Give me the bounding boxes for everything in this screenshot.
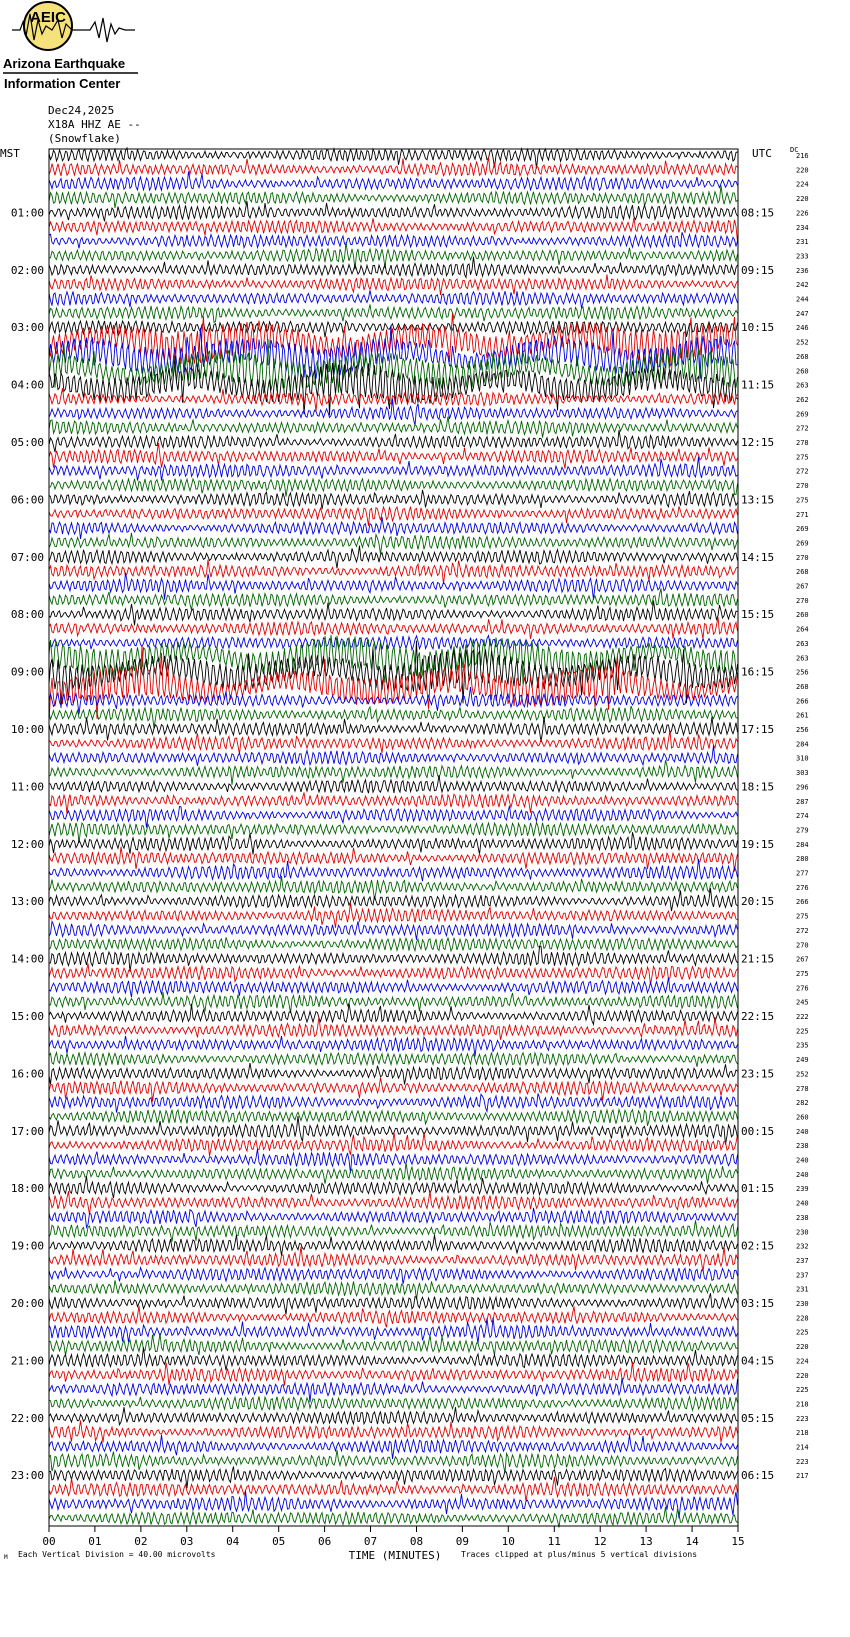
trace-row (49, 859, 738, 881)
trace-row (49, 1235, 738, 1256)
mst-hour-label: 09:00 (10, 665, 44, 679)
dc-offset-label: 272 (796, 467, 809, 476)
dc-offset-label: 242 (796, 281, 809, 290)
dc-offset-label: 222 (796, 1013, 809, 1021)
dc-offset-label: 272 (796, 424, 809, 433)
trace-row (49, 706, 738, 729)
right-axis-title: UTC (752, 147, 772, 160)
dc-offset-label: 226 (796, 209, 809, 218)
trace-row (49, 148, 738, 169)
x-tick-label: 08 (409, 1535, 424, 1548)
trace-row (49, 1407, 738, 1425)
mst-hour-label: 02:00 (10, 263, 44, 277)
dc-offset-label: 228 (796, 1314, 809, 1323)
x-tick-label: 15 (731, 1535, 745, 1548)
dc-offset-label: 217 (796, 1472, 809, 1481)
trace-row (49, 1176, 738, 1198)
trace-row (49, 290, 738, 308)
dc-offset-label: 263 (796, 381, 809, 390)
utc-hour-label: 21:15 (741, 952, 775, 966)
trace-row (49, 533, 738, 554)
dc-offset-label: 225 (796, 1328, 809, 1337)
trace-row (49, 560, 738, 584)
utc-hour-label: 22:15 (741, 1010, 775, 1023)
trace-row (49, 1280, 738, 1299)
dc-offset-label: 216 (796, 152, 809, 160)
trace-row (49, 573, 738, 600)
x-tick-label: 03 (180, 1535, 194, 1548)
dc-offset-label: 238 (796, 1142, 809, 1151)
trace-row (49, 1052, 738, 1067)
dc-offset-label: 244 (796, 295, 809, 304)
x-tick-label: 09 (455, 1535, 470, 1548)
trace-row (49, 399, 738, 426)
trace-row (49, 232, 738, 248)
utc-hour-label: 11:15 (741, 378, 775, 392)
dc-offset-label: 277 (796, 869, 809, 878)
dc-offset-label: 266 (796, 697, 809, 706)
dc-offset-label: 220 (796, 166, 809, 175)
x-tick-label: 13 (639, 1535, 653, 1548)
trace-row (49, 1467, 738, 1488)
dc-offset-label: 225 (796, 1386, 809, 1395)
x-tick-label: 02 (134, 1535, 148, 1548)
mst-hour-label: 18:00 (10, 1182, 44, 1196)
trace-row (49, 304, 738, 322)
trace-row (49, 806, 738, 828)
dc-offset-label: 267 (796, 955, 809, 964)
dc-offset-label: 260 (796, 1113, 809, 1122)
left-axis-title: MST (0, 147, 20, 160)
utc-hour-label: 03:15 (741, 1297, 775, 1310)
dc-offset-label: 310 (796, 754, 809, 763)
dc-offset-label: 270 (796, 596, 809, 605)
trace-row (49, 1110, 738, 1126)
scale-mark: M (4, 1554, 8, 1561)
x-tick-label: 10 (501, 1535, 515, 1548)
trace-row (49, 185, 738, 208)
utc-hour-label: 04:15 (741, 1354, 775, 1368)
x-tick-label: 05 (272, 1535, 286, 1548)
trace-row (49, 888, 738, 911)
trace-row (49, 546, 738, 569)
mst-hour-label: 12:00 (10, 837, 44, 851)
trace-row (49, 978, 738, 998)
mst-hour-label: 23:00 (10, 1469, 44, 1483)
dc-offset-label: 237 (796, 1271, 809, 1280)
dc-offset-label: 278 (796, 1084, 809, 1093)
dc-offset-label: 267 (796, 582, 809, 591)
x-tick-label: 12 (593, 1535, 607, 1548)
dc-offset-label: 275 (796, 496, 809, 505)
dc-offset-label: 256 (796, 726, 809, 734)
dc-offset-label: 260 (796, 611, 809, 620)
mst-hour-label: 15:00 (10, 1010, 44, 1023)
trace-row (49, 1306, 738, 1328)
dc-title: DC (790, 146, 799, 154)
dc-offset-label: 270 (796, 553, 809, 562)
trace-row (49, 430, 738, 452)
dc-offset-label: 247 (796, 309, 809, 318)
dc-offset-label: 275 (796, 453, 809, 462)
mst-hour-label: 08:00 (10, 608, 44, 622)
clip-note: Traces clipped at plus/minus 5 vertical divisions (461, 1550, 698, 1559)
trace-group (49, 148, 738, 1528)
mst-hour-label: 13:00 (10, 895, 44, 909)
dc-offset-label: 268 (796, 682, 809, 691)
dc-offset-label: 223 (796, 1414, 809, 1423)
trace-row (49, 775, 738, 793)
trace-row (49, 921, 738, 940)
mst-hour-label: 19:00 (10, 1239, 44, 1253)
dc-offset-label: 275 (796, 969, 809, 978)
dc-offset-label: 220 (796, 195, 809, 204)
dc-offset-label: 252 (796, 338, 809, 347)
x-tick-label: 14 (685, 1535, 699, 1548)
dc-offset-label: 237 (796, 1257, 809, 1265)
dc-offset-label: 268 (796, 568, 809, 577)
dc-offset-label: 238 (796, 1213, 809, 1222)
trace-row (49, 1397, 738, 1411)
header-station: X18A HHZ AE -- (48, 118, 141, 131)
utc-hour-label: 12:15 (741, 436, 775, 449)
trace-row (49, 1347, 738, 1370)
dc-offset-label: 231 (796, 1285, 809, 1294)
mst-hour-label: 01:00 (10, 206, 44, 220)
mst-hour-label: 11:00 (10, 780, 44, 794)
trace-row (49, 1247, 738, 1272)
trace-row (49, 1163, 738, 1184)
trace-row (49, 257, 738, 278)
dc-offset-label: 269 (796, 539, 809, 548)
dc-offset-label: 282 (796, 1099, 809, 1108)
scale-note: Each Vertical Division = 40.00 microvolts (18, 1550, 216, 1559)
dc-offset-label: 271 (796, 510, 809, 519)
trace-row (49, 876, 738, 900)
dc-offset-label: 266 (796, 898, 809, 907)
mst-hour-label: 10:00 (10, 723, 44, 736)
x-tick-label: 04 (226, 1535, 240, 1548)
dc-offset-label: 230 (796, 1300, 809, 1308)
dc-offset-label: 269 (796, 410, 809, 419)
dc-offset-label: 239 (796, 1185, 809, 1194)
dc-offset-label: 234 (796, 223, 809, 232)
mst-hour-label: 21:00 (10, 1354, 44, 1368)
mst-hour-label: 17:00 (10, 1124, 44, 1138)
dc-offset-label: 240 (796, 1199, 809, 1208)
dc-offset-label: 272 (796, 926, 809, 935)
dc-offset-label: 231 (796, 238, 809, 247)
utc-hour-label: 05:15 (741, 1411, 775, 1425)
dc-offset-label: 214 (796, 1443, 809, 1452)
dc-offset-label: 263 (796, 639, 809, 648)
trace-row (49, 417, 738, 438)
trace-row (49, 1435, 738, 1459)
trace-row (49, 1334, 738, 1356)
utc-hour-label: 13:15 (741, 493, 775, 507)
trace-row (49, 157, 738, 176)
header-date: Dec24,2025 (48, 104, 115, 117)
logo-acronym: AEIC (30, 9, 66, 26)
mst-hour-label: 22:00 (10, 1411, 44, 1425)
trace-row (49, 793, 738, 815)
dc-offset-label: 240 (796, 1127, 809, 1136)
dc-offset-label: 252 (796, 1070, 809, 1079)
dc-offset-label: 220 (796, 1343, 809, 1351)
utc-hour-label: 23:15 (741, 1067, 775, 1081)
trace-row (49, 1003, 738, 1024)
utc-hour-label: 14:15 (741, 550, 775, 564)
dc-offset-label: 246 (796, 324, 809, 333)
utc-hour-label: 02:15 (741, 1239, 775, 1253)
dc-offset-label: 223 (796, 1457, 809, 1466)
mst-hour-label: 05:00 (10, 436, 44, 449)
header-location: (Snowflake) (48, 132, 121, 145)
trace-row (49, 1293, 738, 1314)
trace-row (49, 1507, 738, 1528)
trace-row (49, 1078, 738, 1102)
utc-hour-label: 00:15 (741, 1124, 775, 1138)
mst-hour-label: 03:00 (10, 321, 44, 335)
trace-row (49, 1036, 738, 1057)
trace-row (49, 490, 738, 509)
trace-row (49, 992, 738, 1013)
dc-offset-label: 276 (796, 984, 809, 993)
x-tick-label: 00 (42, 1535, 56, 1548)
utc-hour-label: 10:15 (741, 321, 775, 335)
mst-hour-label: 04:00 (10, 378, 44, 392)
utc-hour-label: 20:15 (741, 895, 775, 909)
dc-offset-label: 260 (796, 367, 809, 376)
dc-offset-label: 268 (796, 352, 809, 361)
dc-offset-label: 270 (796, 482, 809, 491)
utc-hour-label: 09:15 (741, 263, 775, 277)
dc-offset-label: 274 (796, 812, 809, 821)
trace-row (49, 1267, 738, 1284)
trace-row (49, 1132, 738, 1156)
dc-offset-label: 279 (796, 826, 809, 835)
trace-row (49, 479, 738, 497)
x-tick-label: 07 (363, 1535, 378, 1548)
trace-row (49, 218, 738, 242)
dc-offset-label: 262 (796, 395, 809, 404)
trace-row (49, 1378, 738, 1402)
dc-offset-label: 287 (796, 797, 809, 806)
dc-offset-label: 218 (796, 1400, 809, 1409)
mst-hour-label: 06:00 (10, 493, 44, 507)
utc-hour-label: 01:15 (741, 1182, 775, 1196)
dc-offset-label: 220 (796, 1371, 809, 1380)
mst-hour-label: 16:00 (10, 1067, 44, 1081)
trace-row (49, 443, 738, 469)
trace-row (49, 274, 738, 295)
utc-hour-label: 18:15 (741, 780, 775, 794)
trace-row (49, 832, 738, 854)
x-axis-label: TIME (MINUTES) (348, 1549, 442, 1562)
logo-line2: Information Center (4, 76, 121, 91)
dc-offset-label: 233 (796, 252, 809, 261)
dc-offset-label: 224 (796, 180, 809, 189)
dc-offset-label: 270 (796, 941, 809, 950)
mst-hour-label: 20:00 (10, 1297, 44, 1310)
mst-hour-label: 07:00 (10, 550, 44, 564)
dc-offset-label: 280 (796, 855, 809, 864)
trace-row (49, 313, 738, 367)
dc-offset-label: 263 (796, 654, 809, 663)
dc-offset-label: 245 (796, 998, 809, 1007)
utc-hour-label: 06:15 (741, 1469, 775, 1483)
dc-offset-label: 264 (796, 625, 809, 634)
dc-offset-label: 225 (796, 1027, 809, 1036)
trace-row (49, 1191, 738, 1214)
trace-row (49, 1063, 738, 1084)
dc-offset-label: 240 (796, 1170, 809, 1179)
x-tick-label: 06 (317, 1535, 332, 1548)
dc-offset-label: 284 (796, 840, 809, 849)
dc-offset-label: 275 (796, 912, 809, 921)
dc-offset-label: 269 (796, 525, 809, 534)
dc-offset-label: 284 (796, 740, 809, 749)
trace-row (49, 506, 738, 525)
dc-offset-label: 303 (796, 769, 809, 777)
trace-row (49, 745, 738, 765)
utc-hour-label: 19:15 (741, 837, 775, 851)
trace-row (49, 517, 738, 539)
trace-row (49, 1220, 738, 1241)
trace-row (49, 937, 738, 951)
trace-row (49, 1421, 738, 1443)
dc-offset-label: 235 (796, 1041, 809, 1050)
trace-row (49, 1477, 738, 1502)
dc-offset-label: 261 (796, 711, 809, 720)
dc-offset-label: 224 (796, 1357, 809, 1366)
trace-row (49, 588, 738, 610)
dc-offset-label: 249 (796, 1056, 809, 1064)
dc-offset-label: 230 (796, 1228, 809, 1237)
trace-row (49, 242, 738, 269)
trace-row (49, 1208, 738, 1228)
trace-row (49, 946, 738, 972)
logo-line1: Arizona Earthquake (3, 56, 126, 71)
dc-offset-label: 232 (796, 1242, 809, 1251)
dc-offset-label: 236 (796, 266, 809, 275)
mst-hour-label: 14:00 (10, 952, 44, 966)
dc-offset-label: 256 (796, 668, 809, 677)
dc-offset-label: 240 (796, 1156, 809, 1165)
utc-hour-label: 17:15 (741, 723, 775, 736)
trace-row (49, 760, 738, 784)
dc-offset-label: 278 (796, 439, 809, 447)
utc-hour-label: 08:15 (741, 206, 775, 220)
trace-row (49, 903, 738, 928)
x-tick-label: 11 (547, 1535, 561, 1548)
dc-offset-label: 218 (796, 1429, 809, 1438)
dc-offset-label: 276 (796, 883, 809, 892)
utc-hour-label: 15:15 (741, 608, 775, 622)
x-tick-label: 01 (88, 1535, 102, 1548)
utc-hour-label: 16:15 (741, 665, 775, 679)
dc-offset-label: 296 (796, 783, 809, 792)
